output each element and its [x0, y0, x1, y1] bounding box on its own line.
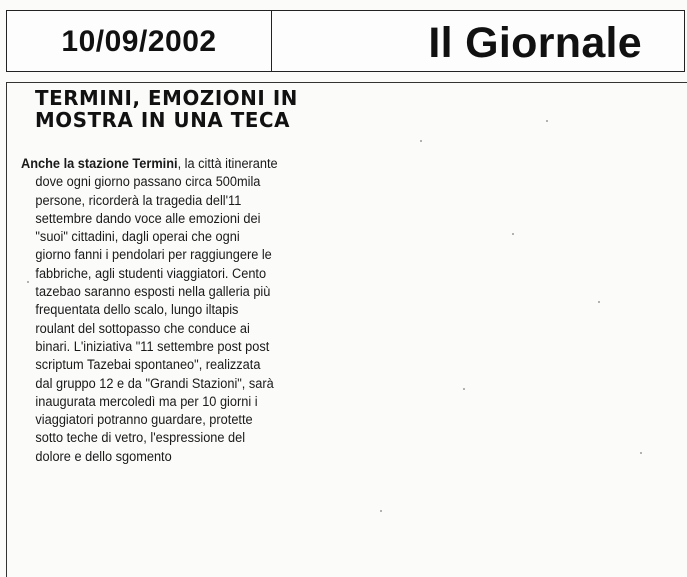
- article-headline: [35, 87, 332, 131]
- body-line: frequentata dello scalo, lungo iltapis: [35, 302, 239, 319]
- body-line: dove ogni giorno passano circa 500mila: [35, 174, 261, 191]
- body-line: sotto teche di vetro, l'espressione del: [35, 430, 246, 447]
- body-line: inaugurata mercoledì ma per 10 giorni i: [35, 393, 258, 410]
- body-line: settembre dando voce alle emozioni dei: [35, 210, 261, 227]
- body-line: roulant del sottopasso che conduce ai: [35, 320, 250, 337]
- article-body: [21, 155, 309, 466]
- headline-line: MOSTRA IN UNA TECA: [35, 108, 291, 132]
- body-line-text: , la città itinerante: [177, 156, 278, 172]
- scan-speck: [512, 233, 514, 235]
- body-line: scriptum Tazebai spontaneo", realizzata: [35, 357, 261, 374]
- headline-line: TERMINI, EMOZIONI IN: [35, 86, 298, 110]
- scan-speck: [380, 510, 382, 512]
- body-line: fabbriche, agli studenti viaggiatori. Cento: [35, 265, 267, 282]
- scan-speck: [463, 388, 465, 390]
- publication-date: 10/09/2002: [61, 25, 217, 58]
- body-line: [21, 155, 309, 173]
- body-line: persone, ricorderà la tragedia dell'11: [35, 192, 242, 209]
- body-line: dal gruppo 12 e da "Grandi Stazioni", sarà: [35, 375, 274, 392]
- scan-speck: [27, 281, 29, 283]
- body-line: giorno fanni i pendolari per raggiungere le: [35, 247, 272, 264]
- article-lead: Anche la stazione Termini: [21, 156, 178, 172]
- article-clipping: [6, 82, 687, 577]
- body-line: tazebao saranno esposti nella galleria più: [35, 284, 271, 301]
- newspaper-cell: [272, 11, 684, 71]
- body-line: binari. L'iniziativa "11 settembre post post: [35, 338, 270, 355]
- scan-speck: [420, 140, 422, 142]
- body-line: "suoi" cittadini, dagli operai che ogni: [35, 229, 240, 246]
- date-cell: [7, 11, 272, 71]
- scan-speck: [640, 452, 642, 454]
- body-line: dolore e dello sgomento: [35, 448, 172, 465]
- masthead: [6, 10, 685, 72]
- newspaper-name: Il Giornale: [428, 18, 642, 67]
- scan-speck: [546, 120, 548, 122]
- body-line: viaggiatori potranno guardare, protette: [35, 412, 253, 429]
- scan-speck: [598, 301, 600, 303]
